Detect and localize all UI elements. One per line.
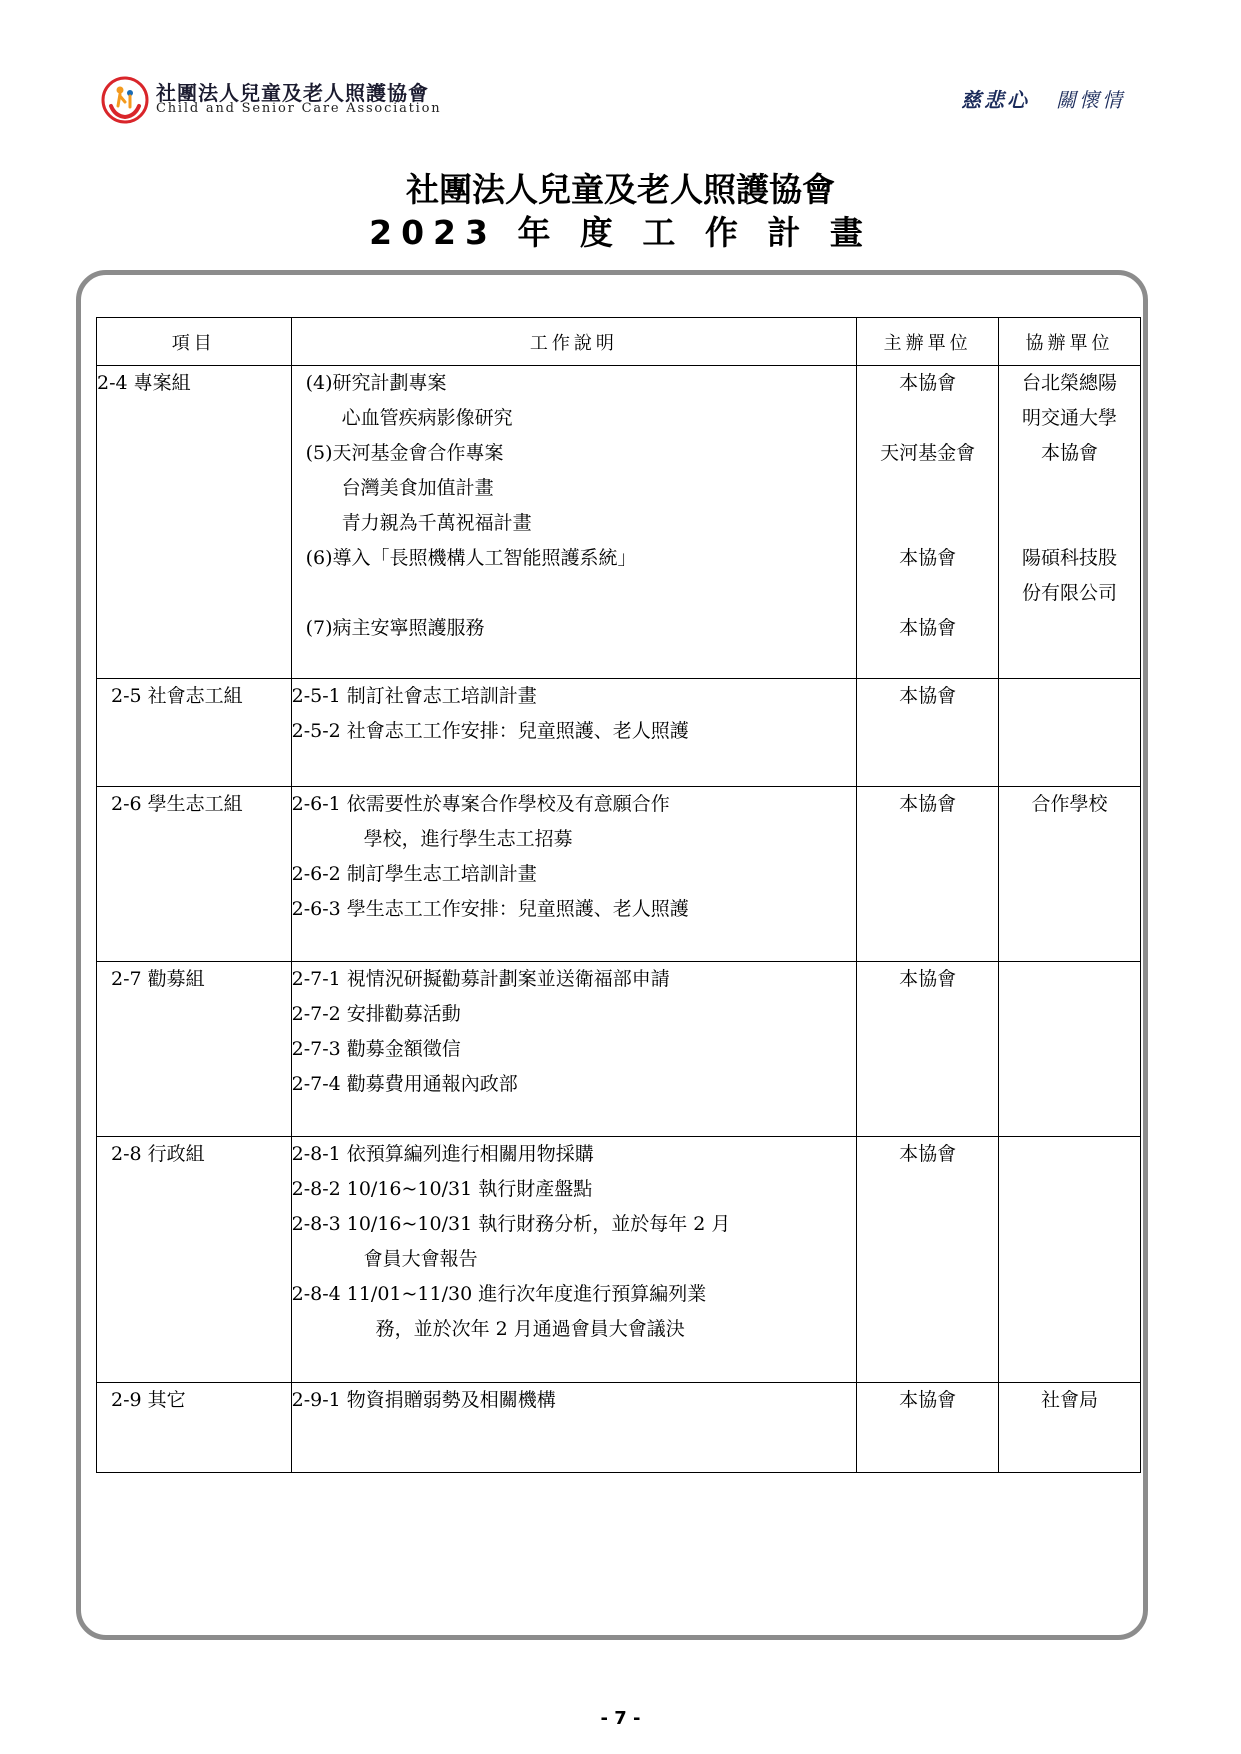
org-name-zh: 社團法人兒童及老人照護協會: [156, 81, 429, 105]
row-item: [97, 1383, 292, 1473]
desc-line: (6)導入「長照機構人工智能照護系統」: [305, 547, 637, 569]
desc-line: 心血管疾病影像研究: [341, 407, 513, 429]
document-subtitle: 2023 年 度 工 作 計 畫: [369, 213, 872, 252]
desc-line: (4)研究計劃專案: [305, 372, 447, 394]
desc-line: 務，並於次年 2 月通過會員大會議決: [375, 1318, 685, 1340]
row-co-unit: [999, 679, 1141, 787]
document-title: 社團法人兒童及老人照護協會: [406, 170, 835, 209]
header-co-unit: 協辦單位: [999, 318, 1141, 366]
association-logo-icon: [101, 76, 149, 124]
table-header-row: [97, 318, 1141, 366]
item-label: 2-6 學生志工組: [111, 793, 243, 815]
host-line: 本協會: [899, 1389, 957, 1411]
desc-line: 學校，進行學生志工招募: [363, 828, 573, 850]
item-label: 2-9 其它: [111, 1389, 186, 1411]
co-line: 本協會: [1041, 442, 1099, 464]
item-label: 2-7 勸募組: [111, 968, 205, 990]
co-spacer: [999, 506, 1140, 541]
co-line: 台北榮總陽: [1022, 372, 1118, 394]
org-name-en: Child and Senior Care Association: [156, 101, 442, 116]
host-line: 本協會: [899, 793, 957, 815]
host-line: 本協會: [899, 968, 957, 990]
row-description: [291, 787, 857, 962]
desc-line: 台灣美食加值計畫: [341, 477, 494, 499]
host-line: 天河基金會: [880, 442, 976, 464]
row-host-unit: [857, 1383, 999, 1473]
row-co-unit: [999, 366, 1141, 679]
host-spacer: [857, 471, 998, 506]
row-host-unit: [857, 962, 999, 1137]
host-spacer: [857, 576, 998, 611]
host-line: 本協會: [899, 372, 957, 394]
co-line: 社會局: [1041, 1389, 1099, 1411]
desc-line: 青力親為千萬祝福計畫: [341, 512, 532, 534]
desc-line: 2-7-2 安排勸募活動: [291, 1003, 461, 1025]
row-item: [97, 679, 292, 787]
host-line: 本協會: [899, 1143, 957, 1165]
desc-line: 2-8-4 11/01~11/30 進行次年度進行預算編列業: [291, 1283, 707, 1305]
desc-line: 2-7-3 勸募金額徵信: [291, 1038, 461, 1060]
co-line: 合作學校: [1031, 793, 1108, 815]
row-description: [291, 679, 857, 787]
desc-line: (7)病主安寧照護服務: [305, 617, 485, 639]
row-co-unit: [999, 1137, 1141, 1383]
row-description: [291, 962, 857, 1137]
desc-line: 2-5-1 制訂社會志工培訓計畫: [291, 685, 537, 707]
header-description: 工作說明: [291, 318, 857, 366]
desc-line: 2-5-2 社會志工工作安排：兒童照護、老人照護: [291, 720, 689, 742]
desc-spacer: [292, 576, 857, 611]
row-co-unit: [999, 962, 1141, 1137]
desc-line: 2-8-1 依預算編列進行相關用物採購: [291, 1143, 594, 1165]
item-label: 2-5 社會志工組: [111, 685, 243, 707]
table-row: [97, 1383, 1141, 1473]
header-item: 項目: [97, 318, 292, 366]
header-host-unit: 主辦單位: [857, 318, 999, 366]
host-spacer: [857, 506, 998, 541]
slogan-part-b: 關懷情: [1056, 88, 1125, 112]
item-label: 2-4 專案組: [97, 372, 191, 394]
slogan: [961, 84, 1125, 113]
desc-line: 2-8-2 10/16~10/31 執行財產盤點: [291, 1178, 593, 1200]
desc-line: 2-7-4 勸募費用通報內政部: [291, 1073, 518, 1095]
page-number: - 7 -: [600, 1708, 641, 1729]
work-plan-table: [96, 317, 1141, 1473]
desc-line: 會員大會報告: [363, 1248, 478, 1270]
row-item: [97, 962, 292, 1137]
row-description: [291, 1137, 857, 1383]
co-line: 陽碩科技股: [1022, 547, 1118, 569]
co-line: 明交通大學: [1022, 407, 1118, 429]
row-description: [291, 366, 857, 679]
row-co-unit: [999, 787, 1141, 962]
row-description: [291, 1383, 857, 1473]
row-item: [97, 787, 292, 962]
row-item: [97, 366, 292, 679]
item-label: 2-8 行政組: [111, 1143, 205, 1165]
desc-line: 2-9-1 物資捐贈弱勢及相關機構: [291, 1389, 556, 1411]
desc-line: 2-6-2 制訂學生志工培訓計畫: [291, 863, 537, 885]
desc-line: 2-7-1 視情況研擬勸募計劃案並送衛福部申請: [291, 968, 670, 990]
host-line: 本協會: [899, 617, 957, 639]
host-line: 本協會: [899, 547, 957, 569]
desc-line: 2-6-1 依需要性於專案合作學校及有意願合作: [291, 793, 670, 815]
row-host-unit: [857, 679, 999, 787]
row-item: [97, 1137, 292, 1383]
row-host-unit: [857, 1137, 999, 1383]
table-row: [97, 366, 1141, 679]
slogan-part-a: 慈悲心: [961, 88, 1030, 112]
row-host-unit: [857, 366, 999, 679]
desc-line: 2-6-3 學生志工工作安排：兒童照護、老人照護: [291, 898, 689, 920]
host-line: 本協會: [899, 685, 957, 707]
row-co-unit: [999, 1383, 1141, 1473]
co-spacer: [999, 471, 1140, 506]
table-row: [97, 1137, 1141, 1383]
host-spacer: [857, 401, 998, 436]
table-row: [97, 962, 1141, 1137]
co-line: 份有限公司: [1022, 582, 1118, 604]
row-host-unit: [857, 787, 999, 962]
table-row: [97, 679, 1141, 787]
table-row: [97, 787, 1141, 962]
desc-line: 2-8-3 10/16~10/31 執行財務分析，並於每年 2 月: [291, 1213, 731, 1235]
desc-line: (5)天河基金會合作專案: [305, 442, 504, 464]
